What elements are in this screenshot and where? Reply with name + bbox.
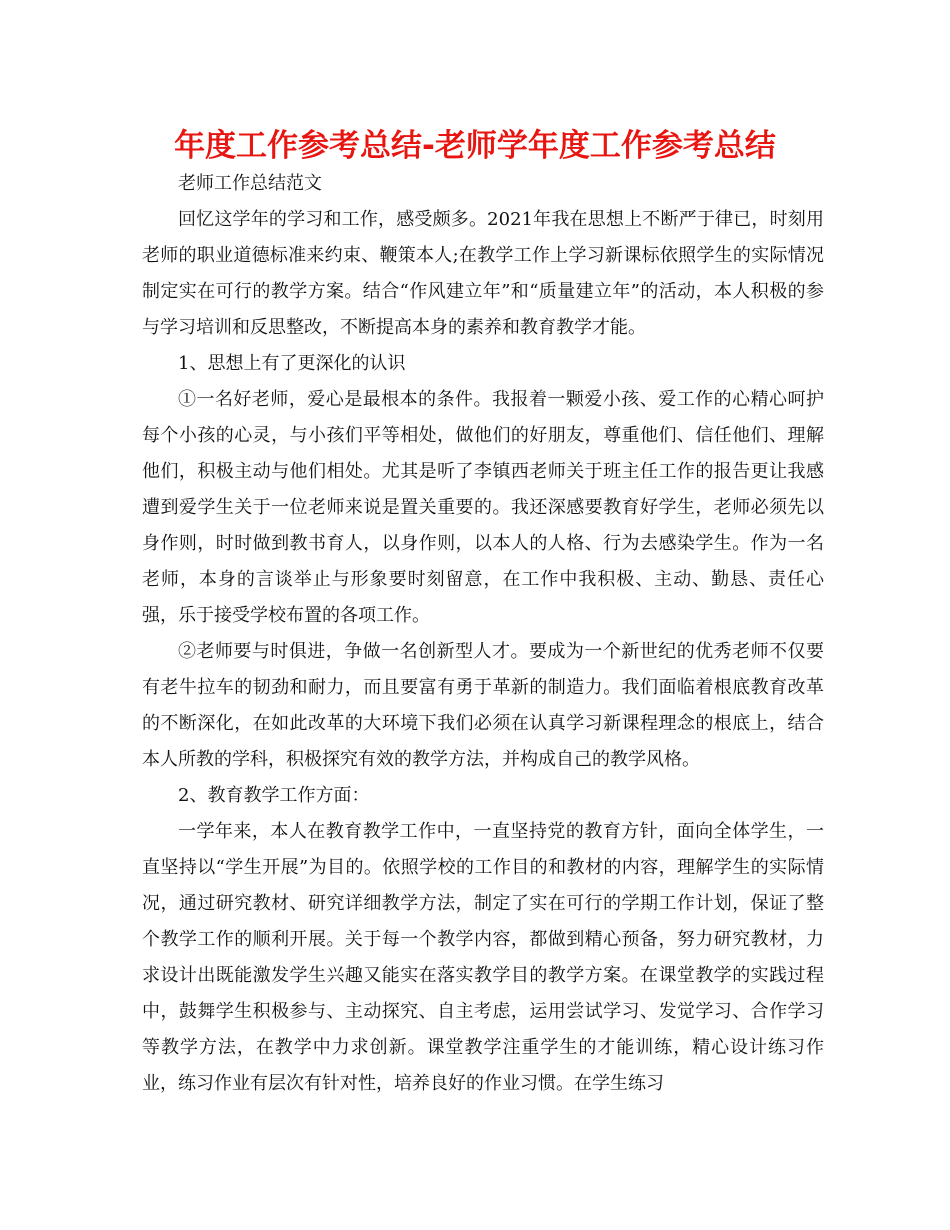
paragraph-3: 一学年来，本人在教育教学工作中，一直坚持党的教育方针，面向全体学生，一直坚持以“学生开展”为目的。依照学校的工作目的和教材的内容，理解学生的实际情况，通过研究教材、研究详细教学方法，制定了实在可行的学期工作计划，保证了整个教学工作的顺利开展。关于每一个教学内容，都做到精心预备，努力研究教材，力求设计出既能激发学生兴趣又能实在落实教学目的教学方案。在课堂教学的实践过程中，鼓舞学生积极参与、主动探究、自主考虑，运用尝试学习、发觉学习、合作学习等教学方法，在教学中力求创新。课堂教学注重学生的才能训练，精心设计练习作业，练习作业有层次有针对性，培养良好的作业习惯。在学生练习 (142, 821, 824, 1094)
paragraph-1: ①一名好老师，爱心是最根本的条件。我报着一颗爱小孩、爱工作的心精心呵护每个小孩的心灵，与小孩们平等相处，做他们的好朋友，尊重他们、信任他们、理解他们，积极主动与他们相处。尤其是听了李镇西老师关于班主任工作的报告更让我感遭到爱学生关于一位老师来说是置关重要的。我还深感要教育好学生，老师必须先以身作则，时时做到教书育人，以身作则，以本人的人格、行为去感染学生。作为一名老师，本身的言谈举止与形象要时刻留意，在工作中我积极、主动、勤恳、责任心强，乐于接受学校布置的各项工作。 (142, 389, 824, 626)
document-title: 年度工作参考总结-老师学年度工作参考总结 (174, 128, 776, 164)
section-heading-1: 1、思想上有了更深化的认识 (178, 353, 406, 374)
paragraph-intro: 回忆这学年的学习和工作，感受颇多。2021年我在思想上不断严于律已，时刻用老师的职业道德标准来约束、鞭策本人;在教学工作上学习新课标依照学生的实际情况制定实在可行的教学方案。结合“作风建立年”和“质量建立年”的活动，本人积极的参与学习培训和反思整改，不断提高本身的素养和教育教学才能。 (142, 209, 824, 338)
document-subtitle: 老师工作总结范文 (178, 173, 322, 194)
section-heading-2: 2、教育教学工作方面： (178, 785, 370, 806)
paragraph-2: ②老师要与时俱进，争做一名创新型人才。要成为一个新世纪的优秀老师不仅要有老牛拉车的韧劲和耐力，而且要富有勇于革新的制造力。我们面临着根底教育改革的不断深化，在如此改革的大环境下我们必须在认真学习新课程理念的根底上，结合本人所教的学科，积极探究有效的教学方法，并构成自己的教学风格。 (142, 641, 824, 770)
document-body (142, 166, 824, 1102)
